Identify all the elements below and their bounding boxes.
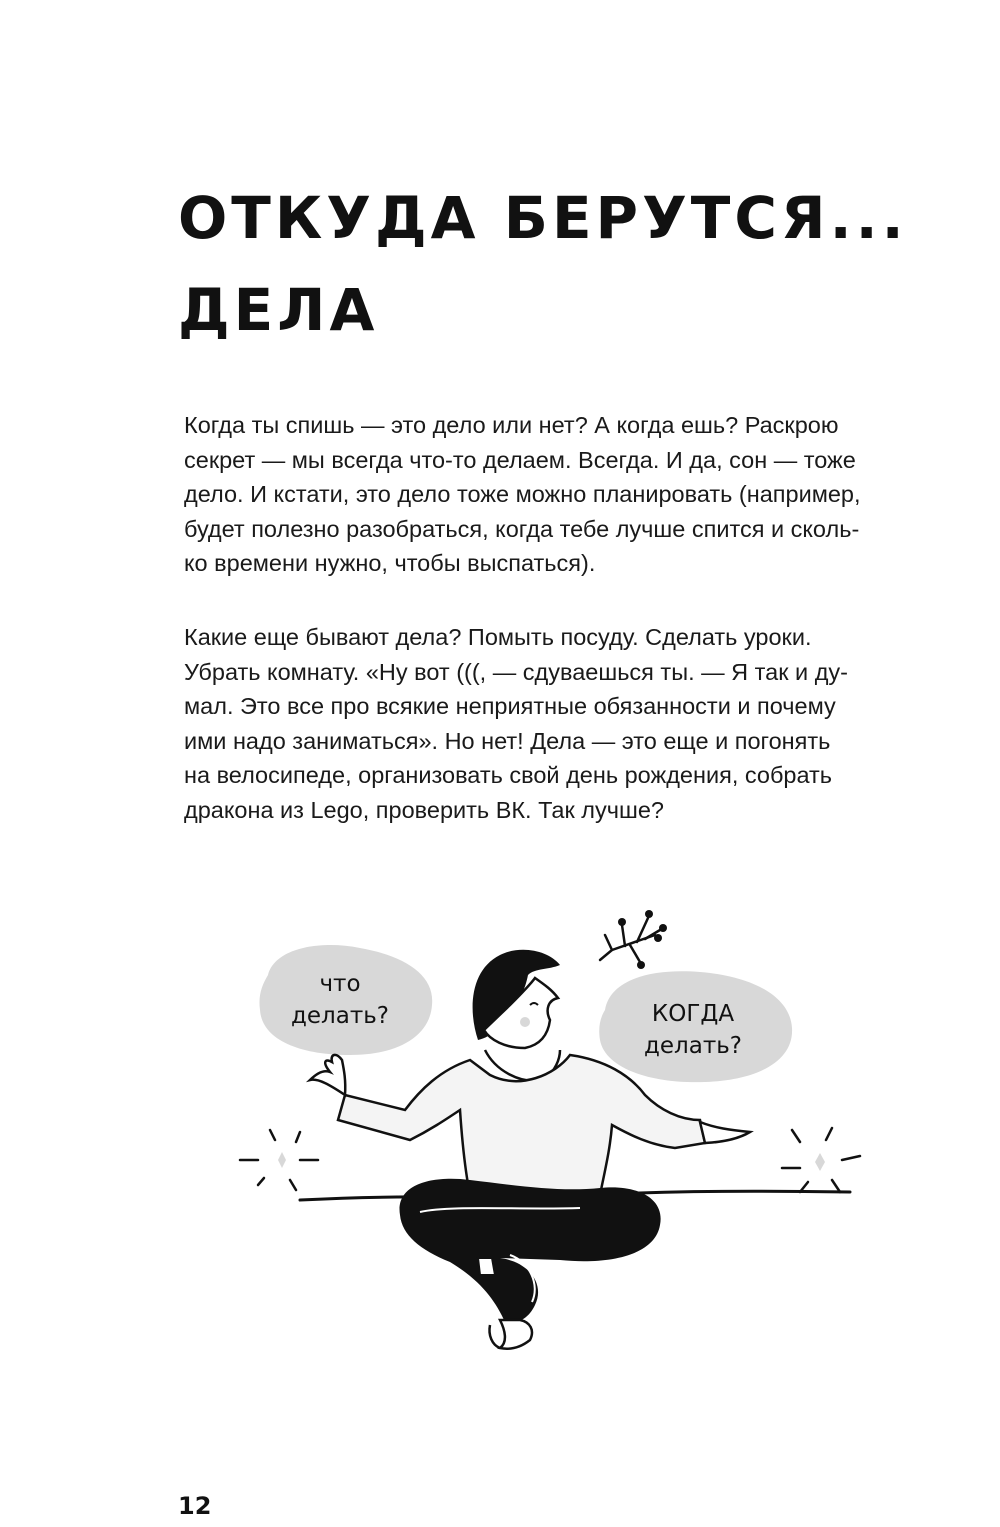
chapter-title-line-1: ОТКУДА БЕРУТСЯ...	[178, 184, 908, 252]
boy-shoe	[500, 1320, 532, 1349]
speech-bubble-right-line-2: делать?	[643, 1033, 742, 1059]
paragraph-line: ими надо заниматься». Но нет! Дела — это еще и погонять	[184, 727, 831, 754]
paragraph-line: дело. И кстати, это дело тоже можно планировать (например,	[184, 481, 861, 508]
speech-bubble-left-text	[255, 968, 425, 1032]
boy-left-hand	[310, 1055, 345, 1095]
speech-bubble-left-line-1: что	[319, 971, 361, 997]
speech-bubble-left-line-2: делать?	[290, 1003, 389, 1029]
paragraph-1	[184, 408, 929, 581]
boy-legs	[400, 1179, 661, 1323]
paragraph-line: ко времени нужно, чтобы выспаться).	[184, 550, 596, 577]
berry-sprig-icon	[600, 918, 660, 962]
paragraph-line: Какие еще бывают дела? Помыть посуду. Сделать уроки.	[184, 624, 812, 650]
paragraph-line: мал. Это все про всякие неприятные обязанности и почему	[184, 693, 836, 720]
boy-right-hand	[700, 1122, 750, 1143]
paragraph-line: Убрать комнату. «Ну вот (((, — сдуваешься ты. — Я так и ду-	[184, 658, 849, 685]
paragraph-line: дракона из Lego, проверить ВК. Так лучше?	[184, 796, 664, 823]
paragraph-line: Когда ты спишь — это дело или нет? А когда ешь? Раскрою	[184, 412, 839, 438]
speech-bubble-right-text	[598, 998, 788, 1062]
speech-bubble-right-line-1: КОГДА	[651, 1001, 735, 1027]
paragraph-2	[184, 620, 929, 828]
page-number: 12	[178, 1492, 212, 1520]
chapter-title	[178, 172, 908, 356]
paragraph-line: будет полезно разобраться, когда тебе лучше спится и сколь-	[184, 515, 860, 542]
paragraph-line: секрет — мы всегда что-то делаем. Всегда. И да, сон — тоже	[184, 446, 856, 473]
paragraph-line: на велосипеде, организовать свой день рождения, собрать	[184, 762, 833, 789]
chapter-title-line-2: ДЕЛА	[178, 276, 379, 344]
